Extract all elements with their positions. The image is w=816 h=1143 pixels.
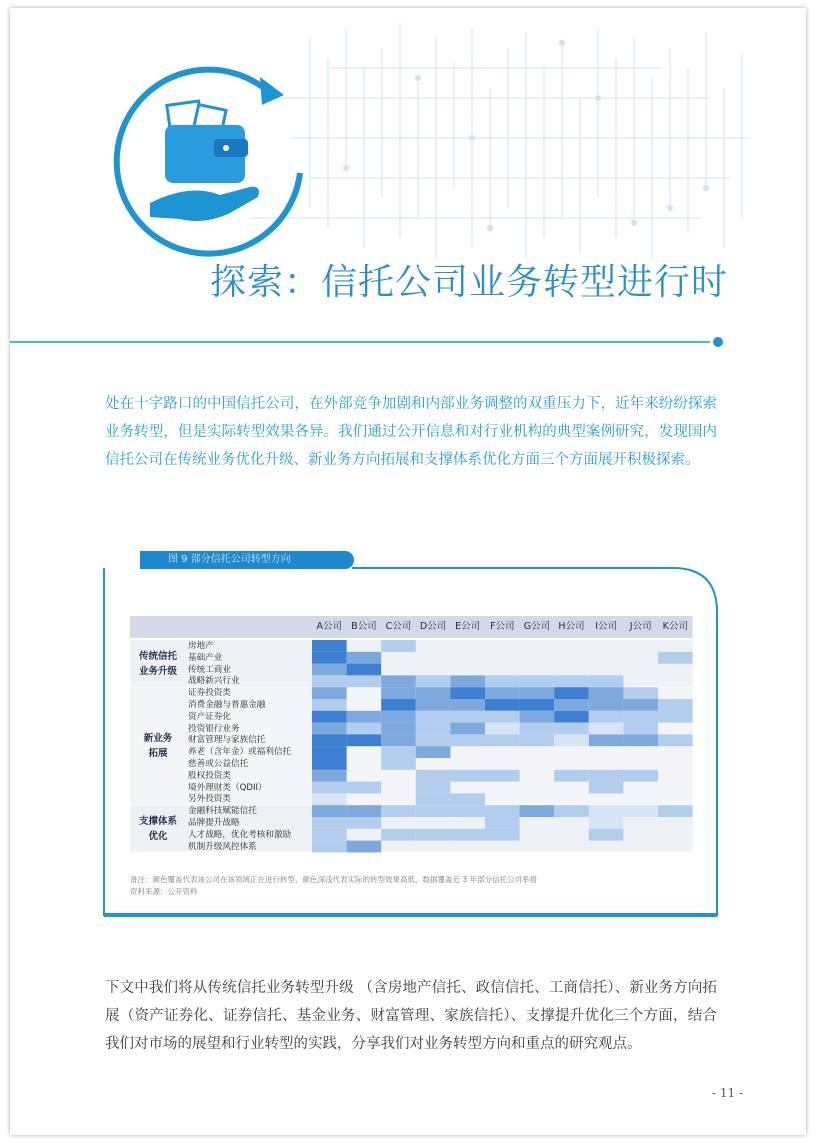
heatmap-cell [520, 723, 555, 735]
company-header: K公司 [662, 621, 688, 632]
heatmap-cell [485, 817, 520, 829]
heatmap-cell [381, 734, 416, 746]
focus-area-label: 金融科技赋能信托 [188, 806, 257, 817]
focus-area-label: 战略新兴行业 [188, 676, 240, 687]
heatmap-cell [347, 711, 382, 723]
heatmap-cell [658, 711, 693, 723]
group-label [130, 649, 186, 679]
heatmap-cell [520, 699, 555, 711]
heatmap-cell [312, 711, 347, 723]
heatmap-matrix [130, 616, 692, 852]
report-page [10, 8, 806, 1135]
heatmap-cell [450, 675, 485, 687]
focus-area-label: 房地产 [188, 641, 214, 651]
heatmap-cell [623, 734, 658, 746]
heatmap-cell [589, 782, 624, 794]
note-text: 备注：颜色覆盖代表该公司在该领域正在进行转型，颜色深浅代表实际的转型效果高低，数据覆盖近 3 年部分信托公司举措 [130, 875, 538, 884]
heatmap-cell [312, 640, 347, 652]
heatmap-cell [658, 734, 693, 746]
heatmap-cell [520, 687, 555, 699]
heatmap-cell [450, 711, 485, 723]
heatmap-cell [416, 711, 451, 723]
heatmap-cell [485, 734, 520, 746]
group-label-line: 新业务 [143, 733, 173, 745]
heatmap-cell [312, 782, 347, 794]
heatmap-cell [347, 652, 382, 664]
heatmap-cell [416, 793, 451, 805]
heatmap-cell [450, 734, 485, 746]
heatmap-cell [347, 675, 382, 687]
figure-note [130, 874, 537, 898]
focus-area-label: 资产证券化 [188, 711, 231, 722]
heatmap-cell [623, 805, 658, 817]
heatmap-cell [554, 711, 589, 723]
heatmap-cell [416, 746, 451, 758]
focus-area-label: 投资银行业务 [188, 723, 240, 734]
heatmap-cell [381, 711, 416, 723]
heatmap-cell [312, 664, 347, 676]
focus-area-label: 基础产业 [188, 652, 223, 663]
heatmap-cell [623, 699, 658, 711]
heatmap-cell [312, 770, 347, 782]
heatmap-cell [312, 652, 347, 664]
heatmap-cell [450, 793, 485, 805]
heatmap-cell [312, 734, 347, 746]
page-title: 探索：信托公司业务转型进行时 [210, 262, 729, 303]
heatmap-cell [347, 782, 382, 794]
heatmap-cell [520, 805, 555, 817]
heatmap-cell [554, 699, 589, 711]
heatmap-cell [450, 829, 485, 841]
title-divider [10, 334, 806, 350]
focus-area-label: 传统工商业 [188, 664, 231, 675]
source-text: 资料来源：公开资料 [130, 887, 198, 896]
focus-area-label: 证券投资类 [188, 688, 231, 699]
heatmap-cell [485, 805, 520, 817]
heatmap-cell [347, 664, 382, 676]
heatmap-cell [554, 770, 589, 782]
heatmap-cell [623, 770, 658, 782]
heatmap-cell [485, 711, 520, 723]
heatmap-cell [312, 687, 347, 699]
heatmap-cell [416, 829, 451, 841]
heatmap-cell [520, 734, 555, 746]
group-label [130, 731, 186, 761]
heatmap-cell [485, 687, 520, 699]
heatmap-cell [589, 805, 624, 817]
group-label-line: 优化 [148, 830, 168, 842]
heatmap-cell [623, 687, 658, 699]
heatmap-cell [312, 746, 347, 758]
wallet-hand-icon [110, 63, 310, 263]
heatmap-cell [347, 805, 382, 817]
heatmap-cell [623, 723, 658, 735]
heatmap-cell [381, 699, 416, 711]
heatmap-cell [450, 699, 485, 711]
company-header: I公司 [595, 621, 617, 632]
heatmap-cell [312, 817, 347, 829]
heatmap-cell [589, 723, 624, 735]
heatmap-cell [450, 805, 485, 817]
heatmap-cell [347, 817, 382, 829]
company-header: B公司 [351, 621, 377, 632]
heatmap-cell [416, 734, 451, 746]
heatmap-cell [381, 758, 416, 770]
group-label-line: 传统信托 [138, 650, 177, 662]
focus-area-label: 境外理财类（QDII） [188, 782, 267, 793]
heatmap-cell [347, 734, 382, 746]
heatmap-cell [450, 770, 485, 782]
heatmap-cell [312, 793, 347, 805]
heatmap-cell [485, 723, 520, 735]
heatmap-cell [589, 699, 624, 711]
heatmap-cell [589, 675, 624, 687]
figure-title: 图 9 部分信托公司转型方向 [140, 551, 354, 569]
heatmap-cell [381, 746, 416, 758]
heatmap-cell [416, 805, 451, 817]
heatmap-cell [347, 841, 382, 853]
heatmap-cell [416, 687, 451, 699]
heatmap-cell [450, 723, 485, 735]
heatmap-cell [485, 829, 520, 841]
heatmap-cell [589, 711, 624, 723]
heatmap-cell [520, 711, 555, 723]
focus-area-label: 另外投资类 [188, 794, 231, 805]
focus-area-label: 机制升级风控体系 [188, 841, 257, 852]
intro-paragraph: 处在十字路口的中国信托公司，在外部竞争加剧和内部业务调整的双重压力下，近年来纷纷探索业务转型，但是实际转型效果各异。我们通过公开信息和对行业机构的典型案例研究，发现国内信托公司在传统业务优化升级、新业务方向拓展和支撑体系优化方面三个方面展开积极探索。 [105, 396, 717, 468]
page-number: - 11 - [712, 1086, 744, 1100]
heatmap-cell [485, 770, 520, 782]
company-header: F公司 [490, 621, 515, 632]
group-label [130, 814, 186, 844]
heatmap-cell [381, 805, 416, 817]
focus-area-label: 消费金融与普惠金融 [188, 700, 266, 710]
heatmap-cell [589, 829, 624, 841]
heatmap-cell [589, 770, 624, 782]
heatmap-cell [312, 699, 347, 711]
heatmap-cell [554, 687, 589, 699]
heatmap-cell [589, 817, 624, 829]
body-paragraph: 下文中我们将从传统信托业务转型升级 （含房地产信托、政信信托、工商信托）、新业务方向拓展（资产证券化、证券信托、基金业务、财富管理、家族信托）、支撑提升优化三个方面，结合我们对市场的展望和行业转型的实践，分享我们对业务转型方向和重点的研究观点。 [105, 980, 717, 1052]
heatmap-cell [554, 734, 589, 746]
heatmap-cell [623, 711, 658, 723]
heatmap-cell [312, 829, 347, 841]
focus-area-label: 养老（含年金）或福利信托 [188, 747, 292, 758]
heatmap-cell [312, 805, 347, 817]
heatmap-cell [450, 687, 485, 699]
focus-area-label: 人才战略，优化考核和激励 [188, 829, 292, 840]
focus-area-label: 品牌提升战略 [188, 818, 240, 828]
heatmap-cell [658, 652, 693, 664]
heatmap-cell [312, 675, 347, 687]
heatmap-cell [485, 699, 520, 711]
group-label-line: 拓展 [148, 748, 168, 760]
heatmap-cell [554, 723, 589, 735]
heatmap-cell [381, 829, 416, 841]
heatmap-cell [381, 723, 416, 735]
company-header: J公司 [629, 621, 652, 632]
company-header: G公司 [523, 621, 551, 632]
heatmap-cell [658, 805, 693, 817]
company-header: C公司 [385, 621, 412, 632]
heatmap-cell [589, 734, 624, 746]
focus-area-label: 股权投资类 [188, 770, 231, 781]
heatmap-cell [554, 805, 589, 817]
heatmap-cell [589, 687, 624, 699]
heatmap-cell [416, 699, 451, 711]
group-label-line: 业务升级 [138, 665, 177, 677]
heatmap-cell [520, 675, 555, 687]
heatmap-cell [381, 675, 416, 687]
heatmap-cell [554, 675, 589, 687]
heatmap-cell [485, 675, 520, 687]
heatmap-cell [312, 758, 347, 770]
heatmap-cell [416, 782, 451, 794]
company-header: E公司 [455, 621, 481, 632]
heatmap-cell [312, 841, 347, 853]
heatmap-cell [347, 723, 382, 735]
heatmap-cell [658, 699, 693, 711]
company-header: A公司 [316, 621, 343, 632]
focus-area-label: 财富管理与家族信托 [188, 735, 266, 746]
group-label-line: 支撑体系 [138, 815, 177, 827]
company-header: H公司 [558, 621, 585, 632]
heatmap-cell [312, 723, 347, 735]
heatmap-cell [381, 687, 416, 699]
heatmap-cell [416, 675, 451, 687]
focus-area-label: 慈善或公益信托 [188, 759, 249, 769]
heatmap-cell [381, 640, 416, 652]
heatmap-cell [416, 723, 451, 735]
company-header: D公司 [419, 621, 447, 632]
heatmap-cell [416, 770, 451, 782]
